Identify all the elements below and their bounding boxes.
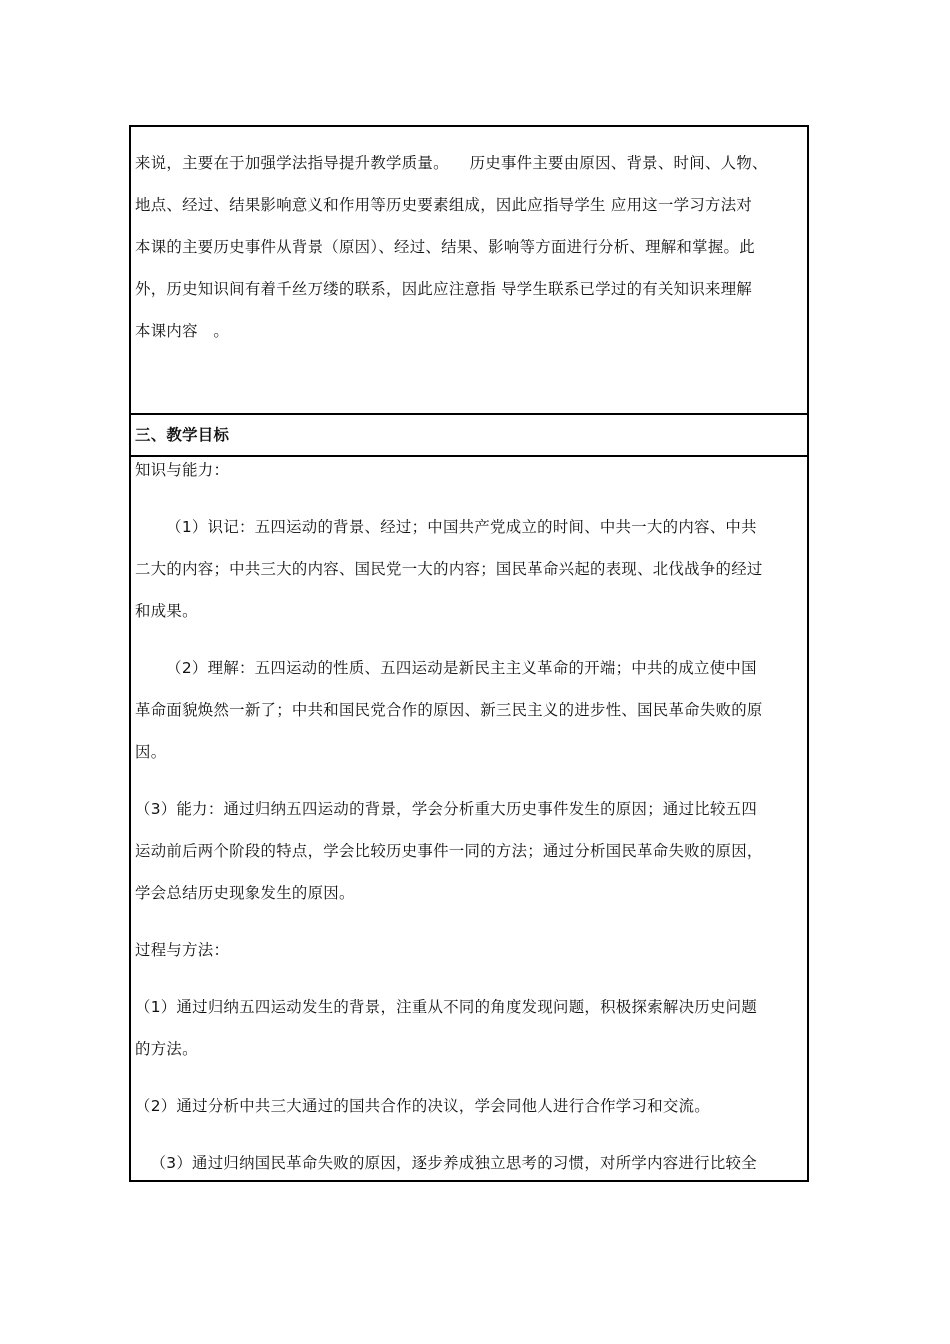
section-heading: 三、教学目标 <box>135 426 230 444</box>
intro-line: 来说，主要在于加强学法指导提升教学质量。 历史事件主要由原因、背景、时间、人物、 <box>135 154 768 172</box>
document-table <box>129 125 809 1182</box>
body-line: 知识与能力： <box>135 461 230 479</box>
body-line: （1）识记：五四运动的背景、经过；中国共产党成立的时间、中共一大的内容、中共 <box>135 518 757 536</box>
body-line: 因。 <box>135 743 167 761</box>
body-line: （1）通过归纳五四运动发生的背景，注重从不同的角度发现问题，积极探索解决历史问题 <box>135 998 758 1016</box>
intro-line: 本课的主要历史事件从背景（原因）、经过、结果、影响等方面进行分析、理解和掌握。此 <box>135 238 755 256</box>
body-line: 革命面貌焕然一新了；中共和国民党合作的原因、新三民主义的进步性、国民革命失败的原 <box>135 701 763 719</box>
objectives-cell <box>131 457 807 1180</box>
body-line: 二大的内容；中共三大的内容、国民党一大的内容；国民革命兴起的表现、北伐战争的经过 <box>135 560 763 578</box>
body-line: 和成果。 <box>135 602 198 620</box>
section-heading-cell <box>131 415 807 457</box>
body-line: （3）能力：通过归纳五四运动的背景，学会分析重大历史事件发生的原因；通过比较五四 <box>135 800 758 818</box>
body-line: （2）理解：五四运动的性质、五四运动是新民主主义革命的开端；中共的成立使中国 <box>135 659 757 677</box>
body-line: （2）通过分析中共三大通过的国共合作的决议，学会同他人进行合作学习和交流。 <box>135 1097 710 1115</box>
intro-line: 外，历史知识间有着千丝万缕的联系，因此应注意指 导学生联系已学过的有关知识来理解 <box>135 280 753 298</box>
body-line: 过程与方法： <box>135 941 230 959</box>
body-line: 学会总结历史现象发生的原因。 <box>135 884 355 902</box>
intro-cell <box>131 127 807 415</box>
intro-line: 地点、经过、结果影响意义和作用等历史要素组成，因此应指导学生 应用这一学习方法对 <box>135 196 753 214</box>
body-line: 的方法。 <box>135 1040 198 1058</box>
body-line: 运动前后两个阶段的特点，学会比较历史事件一同的方法；通过分析国民革命失败的原因， <box>135 842 763 860</box>
body-line: （3）通过归纳国民革命失败的原因，逐步养成独立思考的习惯，对所学内容进行比较全 <box>135 1154 757 1172</box>
intro-line: 本课内容 。 <box>135 322 230 340</box>
